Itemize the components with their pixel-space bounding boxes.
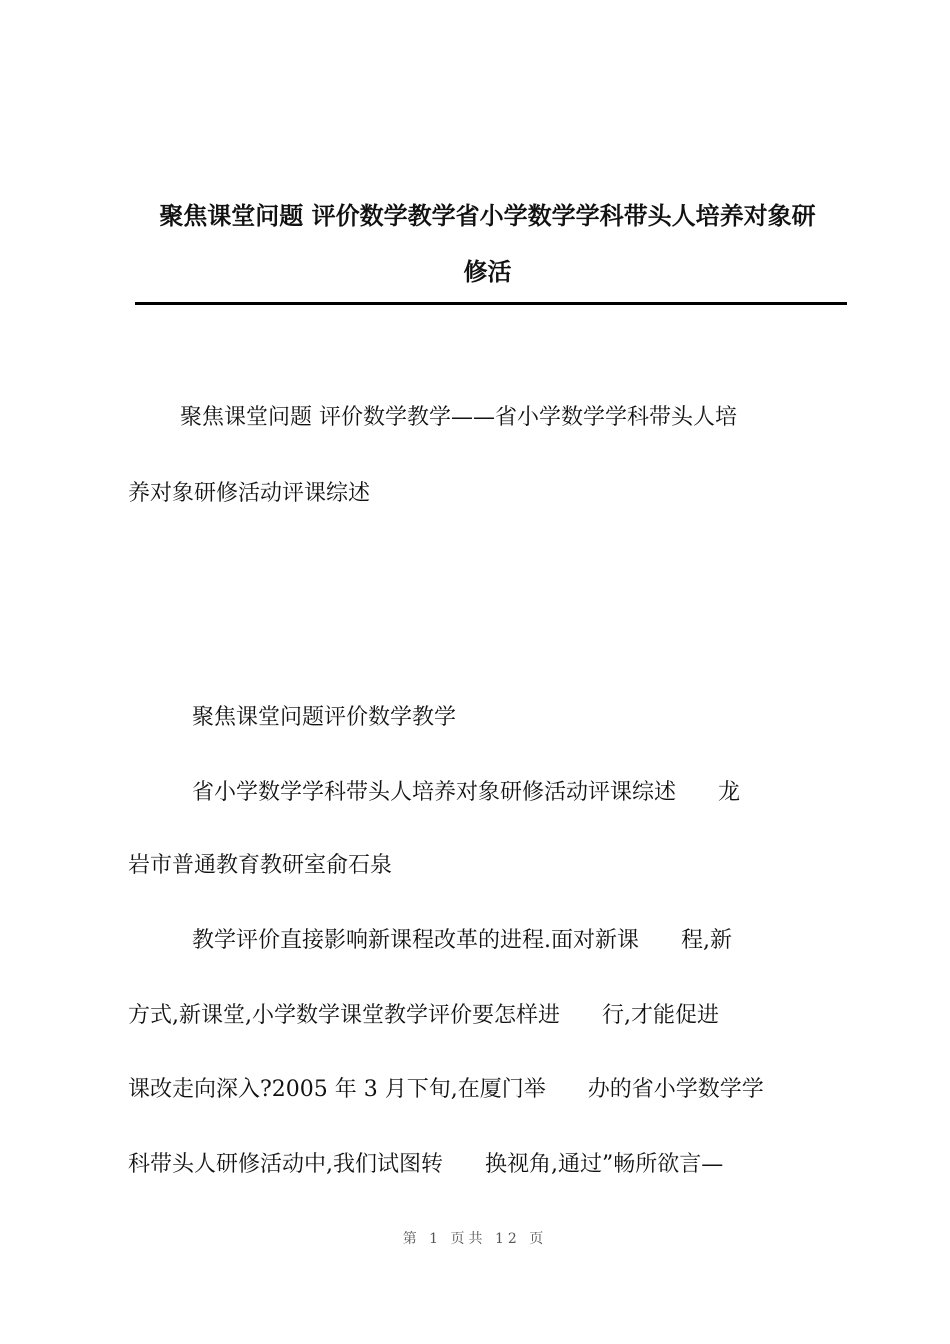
body-line: 聚焦课堂问题评价数学教学: [192, 705, 457, 730]
title-divider: [135, 302, 847, 305]
body-line: 方式,新课堂,小学数学课堂教学评价要怎样进 行,才能促进: [128, 1003, 719, 1028]
title-line-2: 修活: [463, 258, 512, 286]
title-line-1: 聚焦课堂问题 评价数学教学省小学数学学科带头人培养对象研: [159, 202, 816, 230]
body-line: 岩市普通教育教研室俞石泉: [128, 853, 393, 878]
body-line: 课改走向深入?2005 年 3 月下旬,在厦门举 办的省小学数学学: [128, 1077, 764, 1102]
body-line: 科带头人研修活动中,我们试图转 换视角,通过”畅所欲言—: [128, 1152, 724, 1177]
body-line: 教学评价直接影响新课程改革的进程.面对新课 程,新: [192, 928, 732, 953]
page-footer: 第 1 页共 12 页: [402, 1231, 548, 1247]
subtitle-line-1: 聚焦课堂问题 评价数学教学——省小学数学学科带头人培: [180, 405, 737, 430]
body-line: 省小学数学学科带头人培养对象研修活动评课综述 龙: [192, 780, 740, 805]
document-title: [120, 188, 855, 300]
subtitle-line-2: 养对象研修活动评课综述: [128, 481, 371, 506]
